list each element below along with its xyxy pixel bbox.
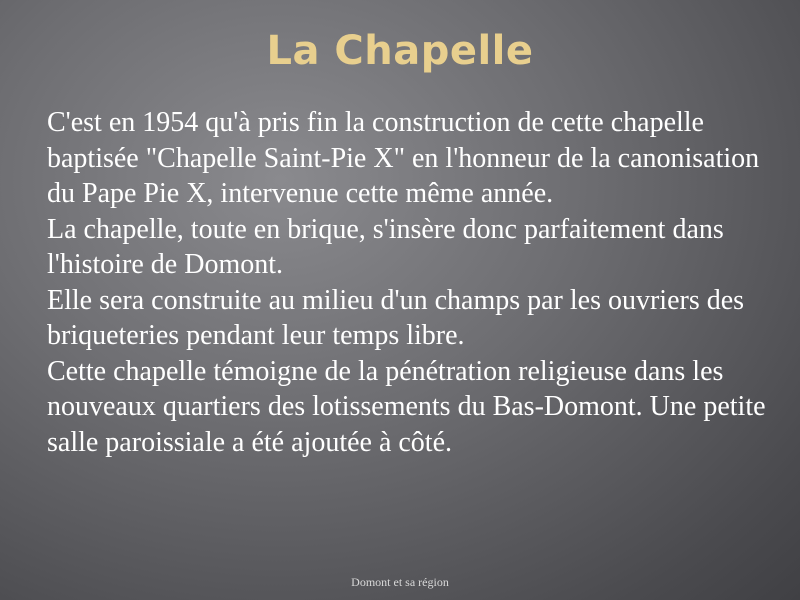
paragraph-testimony: Cette chapelle témoigne de la pénétration religieuse dans les nouveaux quartiers des lotissements du Bas-Domont. Une petite salle paroissiale a été ajoutée à côté.	[47, 355, 766, 458]
slide-footer: Domont et sa région	[351, 575, 449, 589]
paragraph-workers: Elle sera construite au milieu d'un champs par les ouvriers des briqueteries pendant leur temps libre.	[47, 284, 745, 351]
paragraph-brick: La chapelle, toute en brique, s'insère donc parfaitement dans l'histoire de Domont.	[47, 213, 724, 280]
slide-title: La Chapelle	[266, 28, 534, 74]
paragraph-construction: C'est en 1954 qu'à pris fin la construction de cette chapelle baptisée "Chapelle Saint-Pie X" en l'honneur de la canonisation du Pape Pie X, intervenue cette même année.	[47, 107, 760, 209]
slide-body	[47, 105, 767, 460]
